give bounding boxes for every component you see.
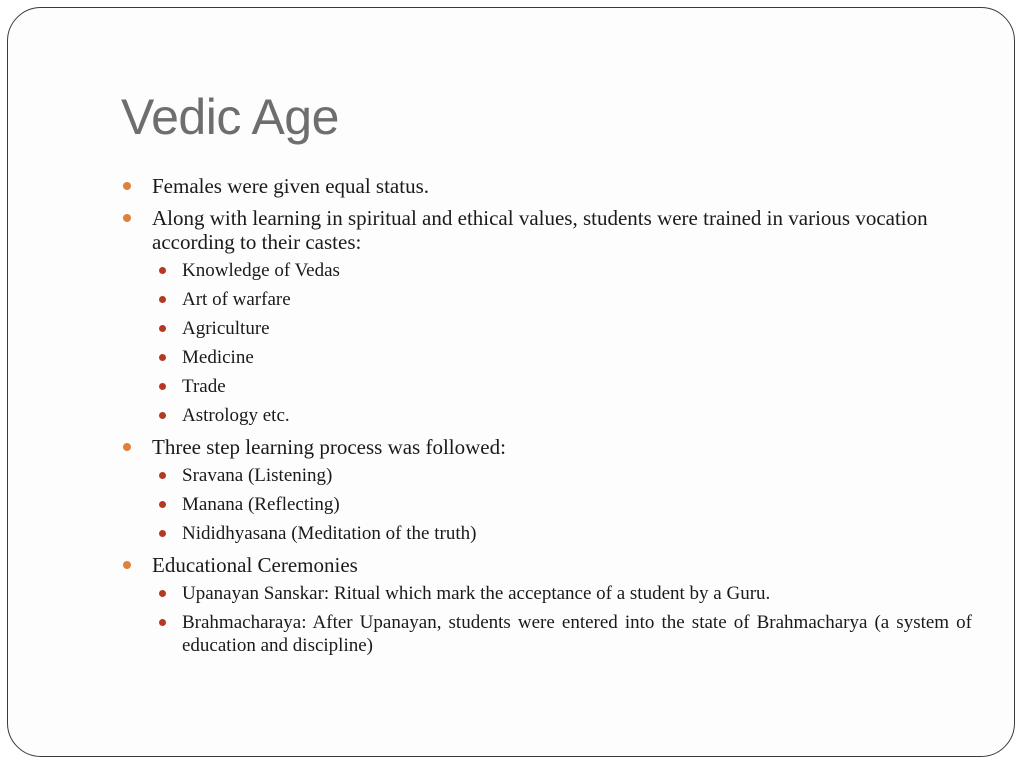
sub-list-item <box>152 493 981 516</box>
sub-list-item <box>152 375 981 398</box>
sub-bullet-dot-icon <box>159 590 166 597</box>
bullet-text: Along with learning in spiritual and ethical values, students were trained in various vocation according to their castes: <box>152 206 928 254</box>
slide-content <box>121 174 981 665</box>
sub-bullet-dot-icon <box>159 267 166 274</box>
sub-list-item <box>152 582 981 605</box>
sub-bullet-text: Brahmacharaya: After Upanayan, students were entered into the state of Brahmacharya (a system of education and discipline) <box>182 612 972 656</box>
sub-bullet-text: Art of warfare <box>182 289 291 310</box>
sub-bullet-dot-icon <box>159 354 166 361</box>
sub-bullet-text: Trade <box>182 376 226 397</box>
sub-bullet-dot-icon <box>159 501 166 508</box>
sub-bullet-text: Nididhyasana (Meditation of the truth) <box>182 523 477 544</box>
sub-bullet-list <box>152 464 981 545</box>
sub-bullet-dot-icon <box>159 412 166 419</box>
sub-bullet-dot-icon <box>159 296 166 303</box>
bullet-text: Educational Ceremonies <box>152 553 358 577</box>
bullet-dot-icon <box>123 443 131 451</box>
sub-bullet-text: Sravana (Listening) <box>182 465 333 486</box>
sub-bullet-dot-icon <box>159 383 166 390</box>
sub-list-item <box>152 464 981 487</box>
sub-bullet-text: Upanayan Sanskar: Ritual which mark the acceptance of a student by a Guru. <box>182 583 771 604</box>
sub-bullet-text: Knowledge of Vedas <box>182 260 340 281</box>
list-item <box>121 553 981 657</box>
sub-list-item <box>152 346 981 369</box>
sub-bullet-dot-icon <box>159 325 166 332</box>
sub-bullet-dot-icon <box>159 530 166 537</box>
sub-bullet-text: Astrology etc. <box>182 405 290 426</box>
sub-list-item <box>152 611 981 657</box>
sub-list-item <box>152 259 981 282</box>
sub-bullet-dot-icon <box>159 619 166 626</box>
bullet-text: Females were given equal status. <box>152 174 429 198</box>
bullet-dot-icon <box>123 214 131 222</box>
slide-title: Vedic Age <box>121 89 339 145</box>
bullet-text: Three step learning process was followed: <box>152 435 506 459</box>
sub-list-item <box>152 288 981 311</box>
sub-bullet-list <box>152 582 981 657</box>
bullet-dot-icon <box>123 182 131 190</box>
sub-bullet-text: Agriculture <box>182 318 270 339</box>
sub-list-item <box>152 522 981 545</box>
sub-bullet-text: Manana (Reflecting) <box>182 494 340 515</box>
bullet-list <box>121 174 981 657</box>
list-item <box>121 435 981 545</box>
list-item <box>121 206 981 427</box>
list-item <box>121 174 981 198</box>
sub-list-item <box>152 404 981 427</box>
slide-frame <box>7 7 1015 757</box>
bullet-dot-icon <box>123 561 131 569</box>
sub-bullet-text: Medicine <box>182 347 254 368</box>
sub-bullet-dot-icon <box>159 472 166 479</box>
sub-bullet-list <box>152 259 981 427</box>
sub-list-item <box>152 317 981 340</box>
